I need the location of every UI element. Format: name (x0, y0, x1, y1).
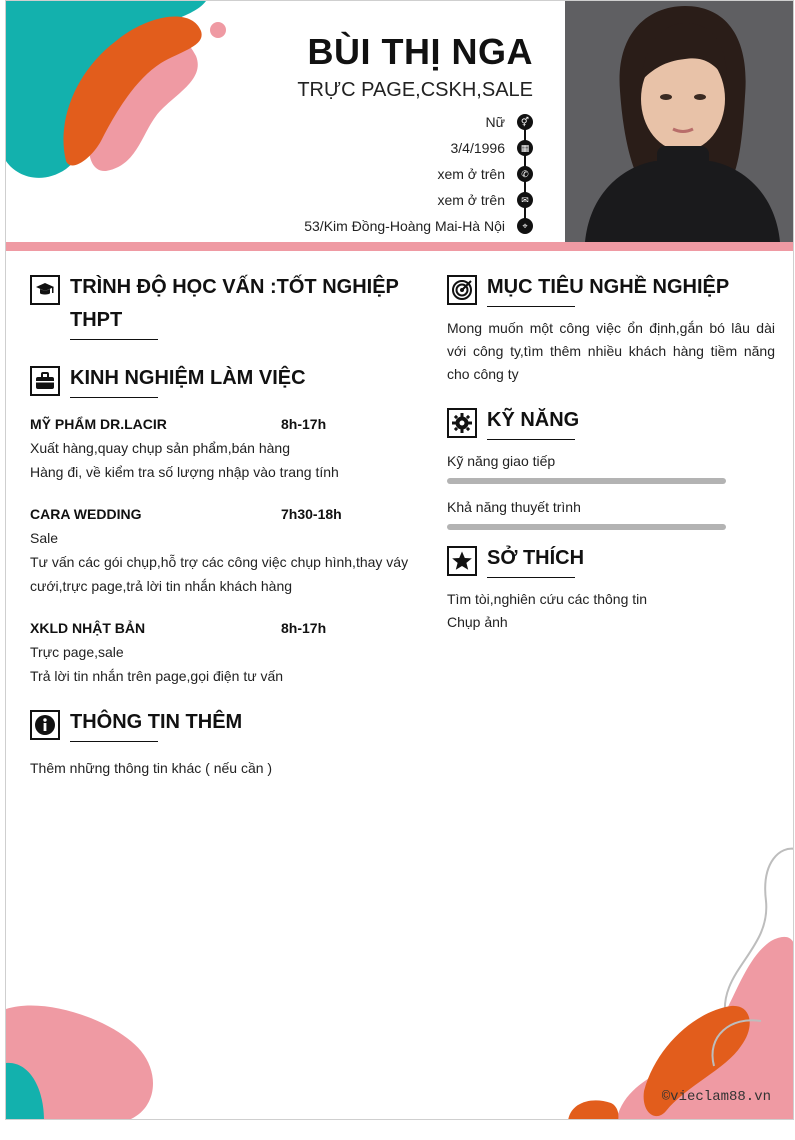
left-column (30, 271, 410, 780)
section-underline (487, 306, 575, 307)
info-icon (30, 710, 60, 740)
pink-dot (210, 22, 226, 38)
job-description: Trả lời tin nhắn trên page,gọi điện tư vấn (30, 668, 284, 684)
job-description: Xuất hàng,quay chụp sản phẩm,bán hàng (30, 440, 290, 456)
job-description: Hàng đi, về kiểm tra số lượng nhập vào trang tính (30, 464, 339, 480)
phone-icon: ✆ (517, 166, 533, 182)
contact-list (233, 109, 533, 239)
profile-photo (565, 1, 794, 242)
job-item (30, 502, 410, 598)
objective-text: Mong muốn một công việc ổn định,gắn bó lâu dài với công ty,tìm thêm nhiều khách hàng tiềm năng cho công ty (447, 320, 775, 382)
job-description: Trực page,sale (30, 644, 124, 660)
turtleneck (657, 146, 709, 181)
contact-gender (233, 109, 533, 135)
education-section (30, 271, 410, 340)
birthday-text: 3/4/1996 (450, 140, 505, 156)
cv-page (5, 0, 794, 1120)
mail-icon: ✉ (517, 192, 533, 208)
calendar-icon: ▦ (517, 140, 533, 156)
phone-text: xem ở trên (437, 166, 505, 182)
job-item (30, 616, 410, 688)
portrait-illustration (565, 1, 794, 242)
target-icon (447, 275, 477, 305)
address-text: 53/Kim Đồng-Hoàng Mai-Hà Nội (304, 218, 505, 234)
contact-address (233, 213, 533, 239)
header-divider (6, 242, 794, 251)
hobby-item: Chụp ảnh (447, 614, 508, 630)
job-company: MỸ PHẨM DR.LACIR (30, 416, 167, 432)
bottom-right-decoration (556, 841, 794, 1120)
orange-blob-small (568, 1100, 618, 1120)
email-text: xem ở trên (437, 192, 505, 208)
hobby-item: Tìm tòi,nghiên cứu các thông tin (447, 591, 648, 607)
objective-title: MỤC TIÊU NGHỀ NGHIỆP (487, 276, 730, 298)
more-info-text: Thêm những thông tin khác ( nếu cần ) (30, 760, 273, 776)
section-underline (70, 339, 158, 340)
gear-icon (447, 408, 477, 438)
section-underline (70, 741, 158, 742)
contact-phone (233, 161, 533, 187)
experience-title: KINH NGHIỆM LÀM VIỆC (70, 367, 306, 389)
hobbies-title: SỞ THÍCH (487, 547, 585, 569)
skill-name: Khả năng thuyết trình (447, 499, 581, 515)
contact-birthday (233, 135, 533, 161)
job-description: Sale (30, 530, 59, 546)
objective-section (447, 271, 775, 386)
more-info-title: THÔNG TIN THÊM (70, 711, 243, 733)
skill-bar (447, 524, 726, 530)
graduation-cap-icon (30, 275, 60, 305)
section-underline (70, 397, 158, 398)
job-time: 7h30-18h (281, 506, 342, 522)
top-left-decoration (6, 1, 246, 201)
job-company: CARA WEDDING (30, 506, 142, 522)
skill-bar (447, 478, 726, 484)
education-title: TRÌNH ĐỘ HỌC VẤN :TỐT NGHIỆP THPT (70, 276, 399, 331)
experience-section (30, 362, 410, 688)
job-time: 8h-17h (281, 416, 327, 432)
gender-text: Nữ (485, 114, 505, 130)
job-description: Tư vấn các gói chụp,hỗ trợ các công việc chụp hình,thay váy cưới,trực page,trả lời tin nhắn khách hàng (30, 554, 409, 594)
job-company: XKLD NHẬT BẢN (30, 620, 146, 636)
skill-name: Kỹ năng giao tiếp (447, 453, 556, 469)
star-icon (447, 546, 477, 576)
job-time: 8h-17h (281, 620, 327, 636)
briefcase-icon (30, 366, 60, 396)
skills-section (447, 404, 775, 530)
skills-title: KỸ NĂNG (487, 409, 580, 431)
more-info-section (30, 706, 410, 780)
section-underline (487, 439, 575, 440)
watermark: ©vieclam88.vn (661, 1089, 771, 1105)
bottom-left-decoration (6, 1001, 176, 1120)
location-icon: ⌖ (517, 218, 533, 234)
contact-email (233, 187, 533, 213)
right-column (447, 271, 775, 634)
gender-icon: ⚥ (517, 114, 533, 130)
hobbies-section (447, 542, 775, 634)
section-underline (487, 577, 575, 578)
candidate-name: BÙI THỊ NGA (307, 31, 533, 72)
candidate-position: TRỰC PAGE,CSKH,SALE (297, 79, 533, 101)
job-item (30, 412, 410, 484)
